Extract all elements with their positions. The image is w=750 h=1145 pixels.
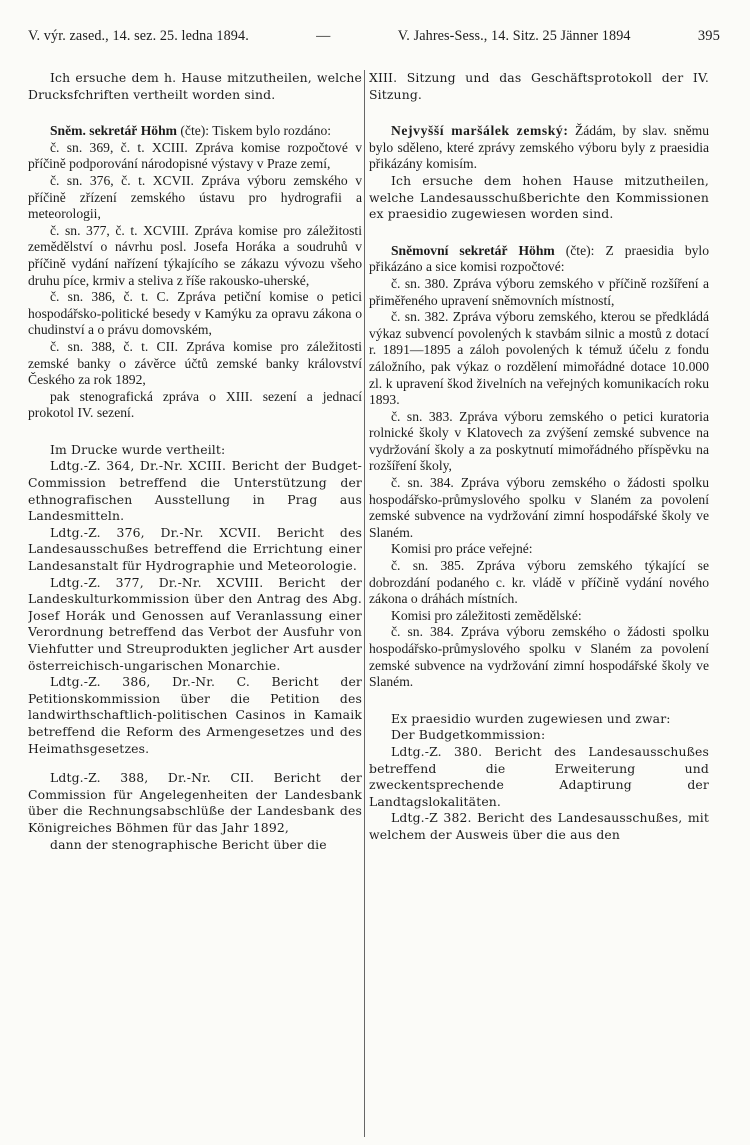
marshal-paragraph: [369, 123, 709, 173]
continuation-german: XIII. Sitzung und das Geschäftsprotokoll der IV. Sitzung.: [369, 70, 709, 102]
list-item: Ldtg.-Z. 377, Dr.-Nr. XCVIII. Bericht der Landeskulturkommission über den Antrag des Abg. Josef Horák und Genossen auf Veranlassung einer Verordnung betreffend das Verbot der Ausfuhr von Viehfutter und Streuprodukten jeglicher Art ausder österreichisch-ungarischen Monarchie.: [28, 574, 362, 673]
intro-german: Ich ersuche dem h. Hause mitzutheilen, welche Drucksfchriften vertheilt worden sind.: [28, 70, 362, 102]
list-item: č. sn. 380. Zpráva výboru zemského v příčině rozšíření a přiměřeného upravení sněmovních místností,: [369, 275, 709, 308]
list-item: Ldtg.-Z. 386, Dr.-Nr. C. Bericht der Petitionskommission über die Petition des landwirthschaftlich-politischen Casinos in Kamaik betreffend die Reform des Armengesetzes und des Heimathsgesetzes.: [28, 674, 362, 756]
public-works-title: Komisi pro práce veřejné:: [391, 541, 533, 557]
left-column: [28, 70, 362, 1137]
list-item: Ldtg.-Z. 388, Dr.-Nr. CII. Bericht der Commission für Angelegenheiten der Landesbank über die Rechnungsabschlüße der Landesbank des Königreiches Böhmen für das Jahr 1892,: [28, 770, 362, 835]
right-column: [369, 70, 709, 1137]
page-number: 395: [697, 28, 720, 44]
list-item: č. sn. 386, č. t. C. Zpráva petiční komise o petici hospodářsko-politické besedy v Kamýku za opravu zákona o chudinství a o právu domovském,: [28, 289, 362, 338]
list-item: č. sn. 382. Zpráva výboru zemského, kterou se předkládá výkaz subvencí povolených k stavbám silnic a mostů z dotací r. 1891—1895 a záloh povolených k témuž účelu z fondu záložního, pak výkaz o rozdělení mimořádné dotace 10.000 zl. k upravení škod živelních na veřejných komunikacích roku 1893.: [369, 309, 709, 408]
list-item: č. sn. 376, č. t. XCVII. Zpráva výboru zemského v příčině zřízení zemského ústavu pro hydrografii a meteorologii,: [28, 172, 362, 222]
header-left: V. výr. zased., 14. sez. 25. ledna 1894.: [28, 28, 249, 44]
secretary-paragraph: [28, 123, 362, 140]
list-item: č. sn. 384. Zpráva výboru zemského o žádosti spolku hospodářsko-průmyslového spolku v Slaném za povolení zemské subvence na vydržování zimní hospodářské školy ve Slaném.: [369, 475, 709, 540]
header-dash: —: [316, 28, 331, 44]
list-item: č. sn. 383. Zpráva výboru zemského o petici kuratoria rolnické školy v Klatovech za zvýšení zemské subvence na vydržování školy a za poskytnutí mimořádného příspěvku na rozšíření školy,: [369, 408, 709, 474]
budget-commission-german: Der Budgetkommission:: [391, 727, 546, 743]
secretary-action: (čte):: [180, 123, 210, 139]
header-right: V. Jahres-Sess., 14. Sitz. 25 Jänner 1894: [397, 28, 631, 44]
marshal-german: Ich ersuche dem hohen Hause mitzutheilen, welche Landesausschußberichte den Kommissionen ex praesidio zugewiesen worden sind.: [369, 172, 709, 222]
marshal-name: Nejvyšší maršálek zemský:: [391, 123, 569, 139]
list-item: č. sn. 388, č. t. CII. Zpráva komise pro záležitosti zemské banky o závěrce účtů zemské banky království Českého za rok 1892,: [28, 338, 362, 388]
marshal-text: Žádám, by slav. sněmu bylo sděleno, které zprávy zemského výboru byly z praesidia přikázány komisím.: [369, 123, 709, 172]
list-item: Ldtg.-Z. 376, Dr.-Nr. XCVII. Bericht des Landesausschußes betreffend die Errichtung einer Landesanstalt für Hydrographie und Meteorologie.: [28, 524, 362, 574]
agriculture-title: Komisi pro záležitosti zemědělské:: [391, 607, 582, 623]
print-intro-german: Im Drucke wurde vertheilt:: [50, 441, 226, 457]
secretary-name: Sněm. sekretář Höhm: [50, 123, 177, 139]
list-item: Ldtg.-Z. 380. Bericht des Landesausschußes betreffend die Erweiterung und zweckentsprechende Adaptirung der Landtagslokalitäten.: [369, 743, 709, 809]
secretary-text: Tiskem bylo rozdáno:: [212, 123, 332, 139]
ex-praesidio-german: Ex praesidio wurden zugewiesen und zwar:: [391, 710, 671, 726]
closing-czech: pak stenografická zpráva o XIII. sezení a jednací prokotol IV. sezení.: [28, 388, 362, 421]
secretary-paragraph: [369, 243, 709, 276]
secretary-name: Sněmovní sekretář Höhm: [391, 242, 555, 258]
secretary-action: (čte):: [565, 242, 595, 258]
list-item: č. sn. 384. Zpráva výboru zemského o žádosti spolku hospodářsko-průmyslového spolku v Slaném za povolení zemské subvence na vydržování zimní hospodářské školy ve Slaném.: [369, 624, 709, 690]
list-item: Ldtg.-Z. 364, Dr.-Nr. XCIII. Bericht der Budget-Commission betreffend die Unterstützung der ethnografischen Ausstellung in Prag aus Landesmitteln.: [28, 458, 362, 524]
closing-german: dann der stenographische Bericht über die: [50, 836, 327, 852]
column-divider: [364, 70, 365, 1137]
page-header: [28, 28, 720, 45]
list-item: č. sn. 377, č. t. XCVIII. Zpráva komise pro záležitosti zemědělství o návrhu posl. Josefa Horáka a soudruhů v příčině vydání nařízení týkajícího se zákazu vývozu všeho druhu píce, krmiv a steliva z říše rakousko-uherské,: [28, 222, 362, 288]
list-item: č. sn. 369, č. t. XCIII. Zpráva komise rozpočtové v příčině podporování národopisné výstavy v Praze zemí,: [28, 139, 362, 172]
list-item: č. sn. 385. Zpráva výboru zemského týkající se dobrozdání podaného c. kr. vládě v příčině vydání nového zákona o dráhách místních.: [369, 558, 709, 607]
list-item: Ldtg.-Z 382. Bericht des Landesausschußes, mit welchem der Ausweis über die aus den: [369, 810, 709, 842]
secretary-text: Z praesidia bylo přikázáno a sice komisi rozpočtové:: [369, 242, 709, 275]
